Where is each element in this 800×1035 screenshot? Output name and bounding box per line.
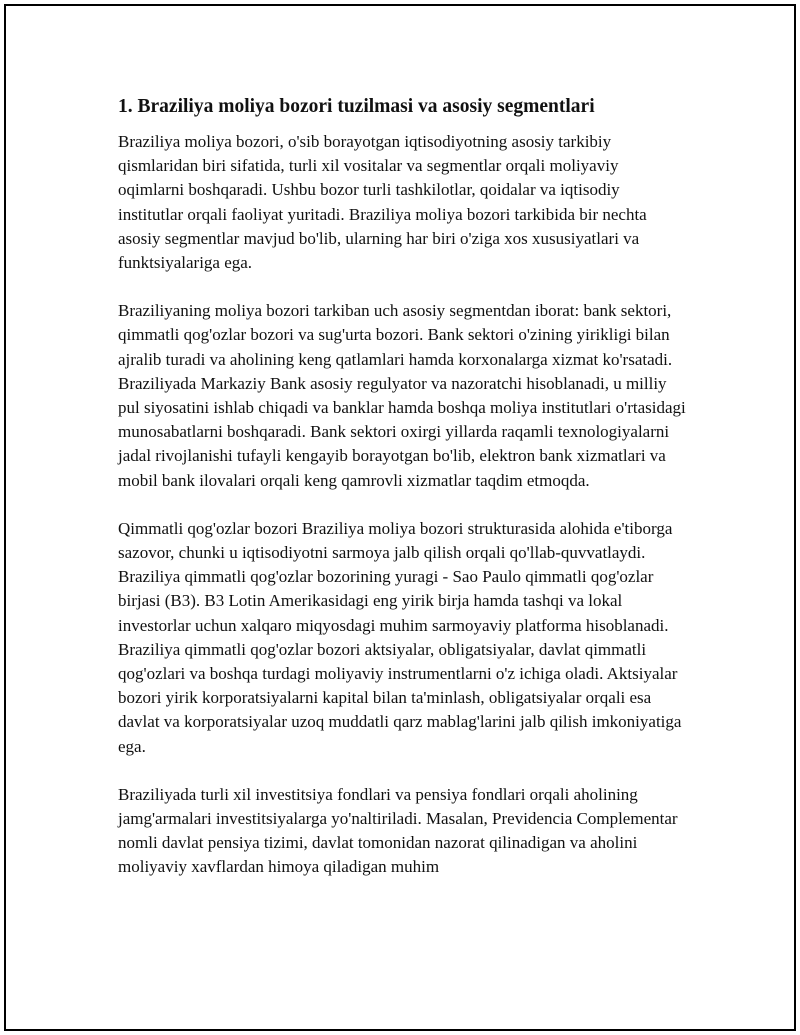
section-heading: 1. Braziliya moliya bozori tuzilmasi va asosiy segmentlari — [118, 96, 595, 117]
document-body — [118, 94, 688, 904]
paragraph-4: Braziliyada turli xil investitsiya fondlari va pensiya fondlari orqali aholining jamg'armalari investitsiyalarga yo'naltiriladi. Masalan, Previdencia Complementar nomli davlat pensiya tizimi, davlat tomonidan nazorat qilinadigan va aholini moliyaviy xavflardan himoya qiladigan muhim — [118, 784, 678, 877]
paragraph-1: Braziliya moliya bozori, o'sib borayotgan iqtisodiyotning asosiy tarkibiy qismlaridan biri sifatida, turli xil vositalar va segmentlar orqali moliyaviy oqimlarni boshqaradi. Ushbu bozor turli tashkilotlar, qoidalar va iqtisodiy institutlar orqali faoliyat yuritadi. Braziliya moliya bozori tarkibida bir nechta asosiy segmentlar mavjud bo'lib, ularning har biri o'ziga xos xususiyatlari va funktsiyalariga ega. — [118, 132, 647, 273]
paragraph-3: Qimmatli qog'ozlar bozori Braziliya moliya bozori strukturasida alohida e'tiborga sazovor, chunki u iqtisodiyotni sarmoya jalb qilish orqali qo'llab-quvvatlaydi. Braziliya qimmatli qog'ozlar bozorining yuragi - Sao Paulo qimmatli qog'ozlar birjasi (B3). B3 Lotin Amerikasidagi eng yirik birja hamda tashqi va lokal investorlar uchun xalqaro miqyosdagi muhim sarmoyaviy platforma hisoblanadi. Braziliya qimmatli qog'ozlar bozori aktsiyalar, obligatsiyalar, davlat qimmatli qog'ozlari va boshqa turdagi moliyaviy instrumentlarni o'z ichiga oladi. Aktsiyalar bozori yirik korporatsiyalarni kapital bilan ta'minlash, obligatsiyalar orqali esa davlat va korporatsiyalar uzoq muddatli qarz mablag'larini jalb qilish imkoniyatiga ega. — [118, 518, 682, 756]
paragraph-2: Braziliyaning moliya bozori tarkiban uch asosiy segmentdan iborat: bank sektori, qimmatli qog'ozlar bozori va sug'urta bozori. Bank sektori o'zining yirikligi bilan ajralib turadi va aholining keng qatlamlari hamda korxonalarga xizmat ko'rsatadi. Braziliyada Markaziy Bank asosiy regulyator va nazoratchi hisoblanadi, u milliy pul siyosatini ishlab chiqadi va banklar hamda boshqa moliya institutlari o'rtasidagi munosabatlarni boshqaradi. Bank sektori oxirgi yillarda raqamli texnologiyalarni jadal rivojlanishi tufayli kengayib borayotgan bo'lib, elektron bank xizmatlari va mobil bank ilovalari orqali keng qamrovli xizmatlar taqdim etmoqda. — [118, 301, 686, 490]
